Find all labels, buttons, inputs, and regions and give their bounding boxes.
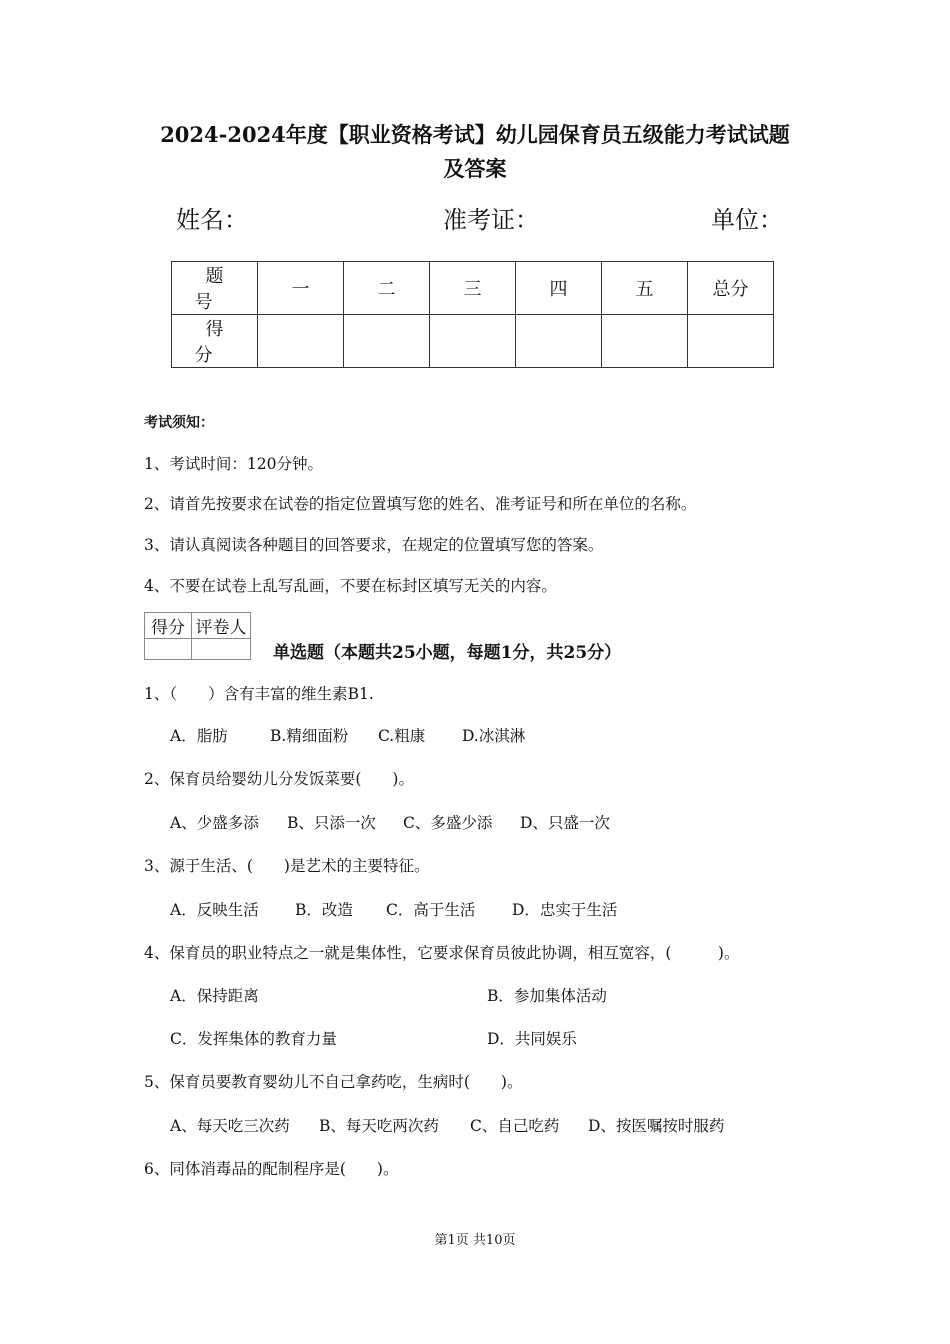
question-3-option-a: A．反映生活 <box>170 901 259 919</box>
question-3-option-b: B．改造 <box>295 901 353 919</box>
notice-item: 1、考试时间：120分钟。 <box>144 455 323 473</box>
score-cell <box>602 315 688 368</box>
score-cell <box>258 315 344 368</box>
score-table-col-5: 五 <box>602 262 688 315</box>
question-1-option-d: D.冰淇淋 <box>462 727 526 745</box>
question-3-option-d: D．忠实于生活 <box>512 901 618 919</box>
unit-field-label: 单位： <box>711 206 783 234</box>
score-table-col-2: 二 <box>344 262 430 315</box>
grader-name-cell <box>192 639 251 660</box>
score-table-col-4: 四 <box>516 262 602 315</box>
score-table-row-label: 得分 <box>172 315 258 368</box>
score-cell <box>516 315 602 368</box>
score-table-col-total: 总分 <box>688 262 774 315</box>
question-4: 4、保育员的职业特点之一就是集体性，它要求保育员彼此协调，相互宽容，( )。 <box>144 944 740 962</box>
question-2-option-a: A、少盛多添 <box>170 814 259 832</box>
score-table-col-1: 一 <box>258 262 344 315</box>
grader-score-cell <box>145 639 192 660</box>
grader-score-label: 得分 <box>145 613 192 639</box>
question-2: 2、保育员给婴幼儿分发饭菜要( )。 <box>144 770 414 788</box>
question-3: 3、源于生活、( )是艺术的主要特征。 <box>144 857 430 875</box>
exam-id-field-label: 准考证： <box>443 206 539 234</box>
question-4-option-a: A．保持距离 <box>170 987 259 1005</box>
question-4-option-c: C．发挥集体的教育力量 <box>170 1030 337 1048</box>
page-footer: 第1页 共10页 <box>434 1233 516 1248</box>
question-5-option-b: B、每天吃两次药 <box>319 1117 439 1135</box>
notice-item: 3、请认真阅读各种题目的回答要求，在规定的位置填写您的答案。 <box>144 536 604 554</box>
name-field-label: 姓名： <box>176 206 248 234</box>
notice-item: 2、请首先按要求在试卷的指定位置填写您的姓名、准考证号和所在单位的名称。 <box>144 495 697 513</box>
question-4-option-d: D．共同娱乐 <box>487 1030 577 1048</box>
question-5: 5、保育员要教育婴幼儿不自己拿药吃，生病时( )。 <box>144 1073 523 1091</box>
question-3-option-c: C．高于生活 <box>386 901 476 919</box>
question-2-option-d: D、只盛一次 <box>520 814 610 832</box>
question-6: 6、同体消毒品的配制程序是( )。 <box>144 1160 399 1178</box>
notice-item: 4、不要在试卷上乱写乱画，不要在标封区填写无关的内容。 <box>144 577 557 595</box>
grader-box <box>144 612 251 660</box>
question-1-option-c: C.粗康 <box>378 727 426 745</box>
section-title: 单选题（本题共25小题，每题1分，共25分） <box>273 643 622 663</box>
question-1: 1、（ ）含有丰富的维生素B1. <box>144 685 374 703</box>
question-5-option-d: D、按医嘱按时服药 <box>588 1117 725 1135</box>
document-title-line-1: 2024-2024年度【职业资格考试】幼儿园保育员五级能力考试试题 <box>160 122 790 147</box>
document-title-line-2: 及答案 <box>443 156 507 181</box>
score-cell <box>430 315 516 368</box>
score-table-col-3: 三 <box>430 262 516 315</box>
score-cell <box>688 315 774 368</box>
grader-name-label: 评卷人 <box>192 613 251 639</box>
question-2-option-c: C、多盛少添 <box>403 814 493 832</box>
question-1-option-a: A．脂肪 <box>170 727 228 745</box>
question-2-option-b: B、只添一次 <box>287 814 376 832</box>
score-cell <box>344 315 430 368</box>
question-1-option-b: B.精细面粉 <box>270 727 349 745</box>
score-table <box>171 261 774 368</box>
score-table-header-label: 题号 <box>172 262 258 315</box>
question-5-option-c: C、自己吃药 <box>470 1117 560 1135</box>
notice-heading: 考试须知： <box>144 415 214 431</box>
question-4-option-b: B．参加集体活动 <box>487 987 607 1005</box>
question-5-option-a: A、每天吃三次药 <box>170 1117 290 1135</box>
